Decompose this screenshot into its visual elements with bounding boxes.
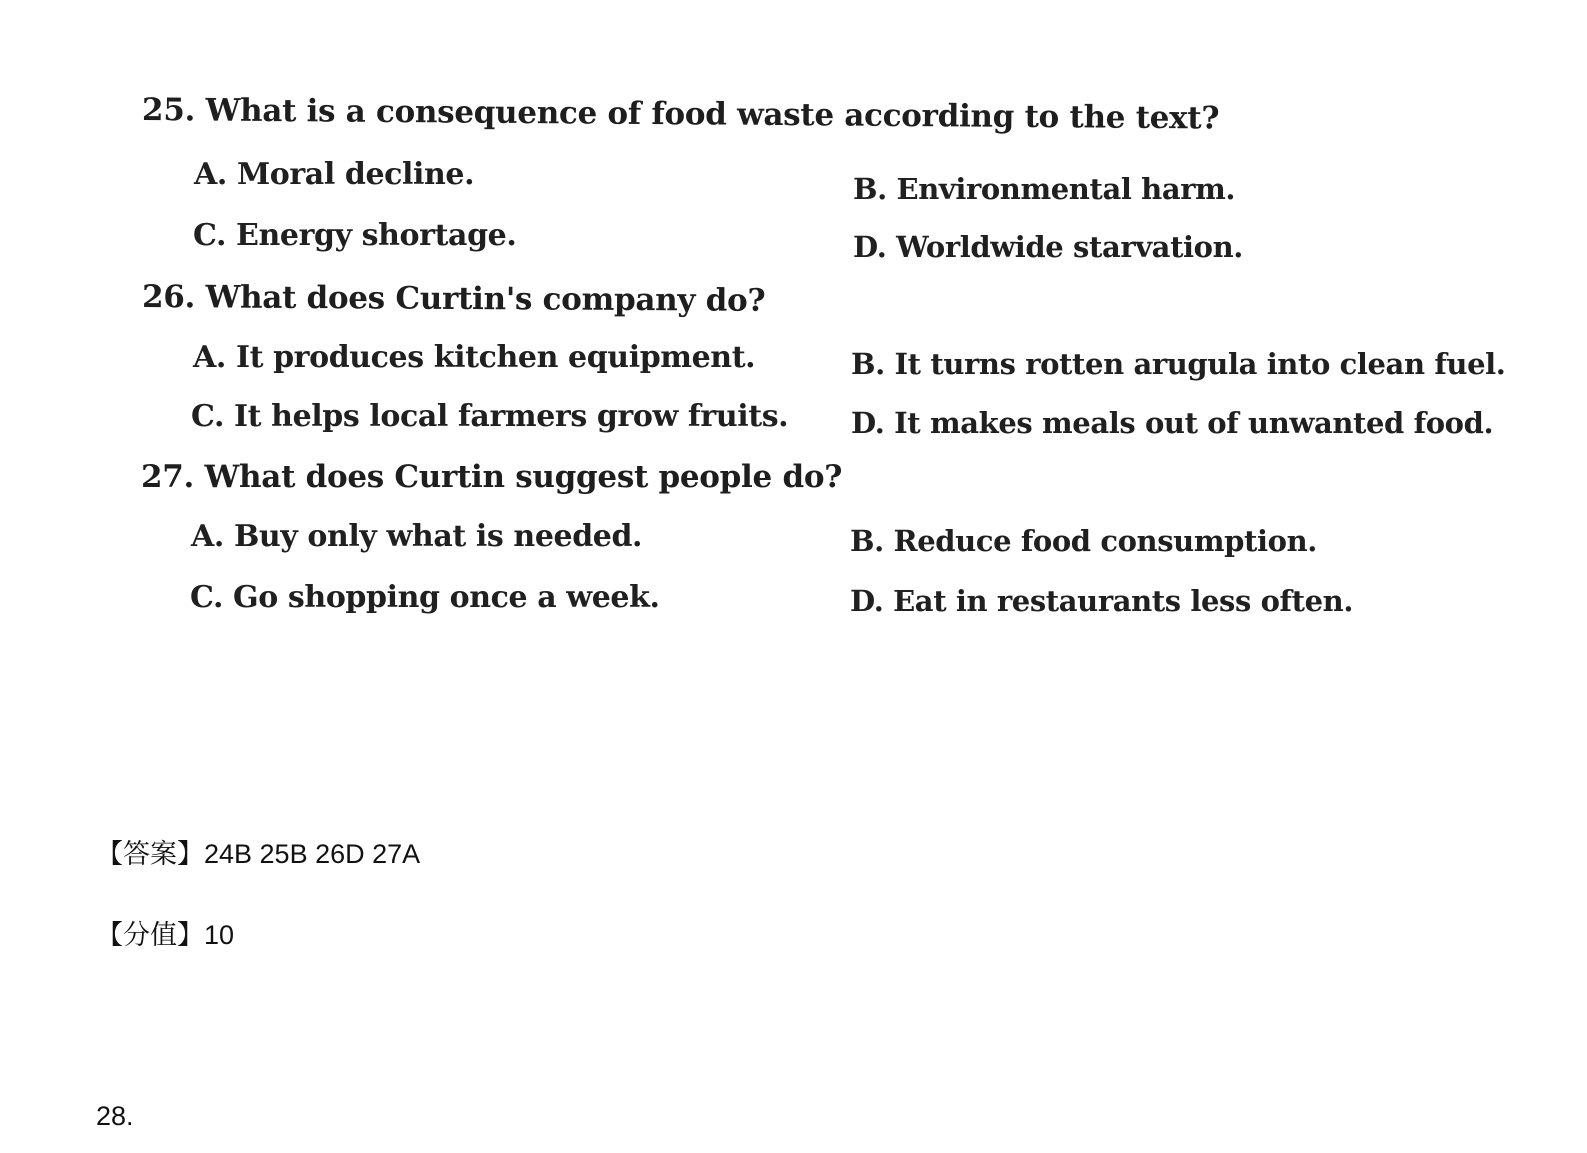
question-27-stem: 27. What does Curtin suggest people do?: [141, 459, 843, 495]
score-label: 【分值】: [96, 920, 204, 950]
next-question-number: 28.: [96, 1101, 134, 1131]
question-26-option-a: A. It produces kitchen equipment.: [193, 340, 756, 375]
question-25-option-a: A. Moral decline.: [194, 157, 475, 192]
question-25-option-d: D. Worldwide starvation.: [853, 230, 1243, 264]
question-25-option-b: B. Environmental harm.: [853, 172, 1236, 206]
question-27-option-a: A. Buy only what is needed.: [191, 519, 643, 554]
question-27-option-d: D. Eat in restaurants less often.: [850, 584, 1354, 618]
question-27-option-b: B. Reduce food consumption.: [850, 524, 1317, 558]
answer-line: [96, 832, 420, 871]
question-27-option-c: C. Go shopping once a week.: [190, 580, 660, 615]
question-25-stem: 25. What is a consequence of food waste according to the text?: [141, 92, 1220, 137]
question-26-stem: 26. What does Curtin's company do?: [141, 279, 766, 319]
question-26-option-d: D. It makes meals out of unwanted food.: [851, 406, 1494, 440]
question-26-option-c: C. It helps local farmers grow fruits.: [191, 399, 789, 434]
question-26-option-b: B. It turns rotten arugula into clean fuel.: [851, 347, 1506, 381]
question-25-option-c: C. Energy shortage.: [193, 218, 517, 253]
answer-value: 24B 25B 26D 27A: [204, 839, 421, 869]
answer-label: 【答案】: [96, 839, 204, 869]
score-value: 10: [204, 920, 235, 950]
score-line: [96, 913, 234, 952]
